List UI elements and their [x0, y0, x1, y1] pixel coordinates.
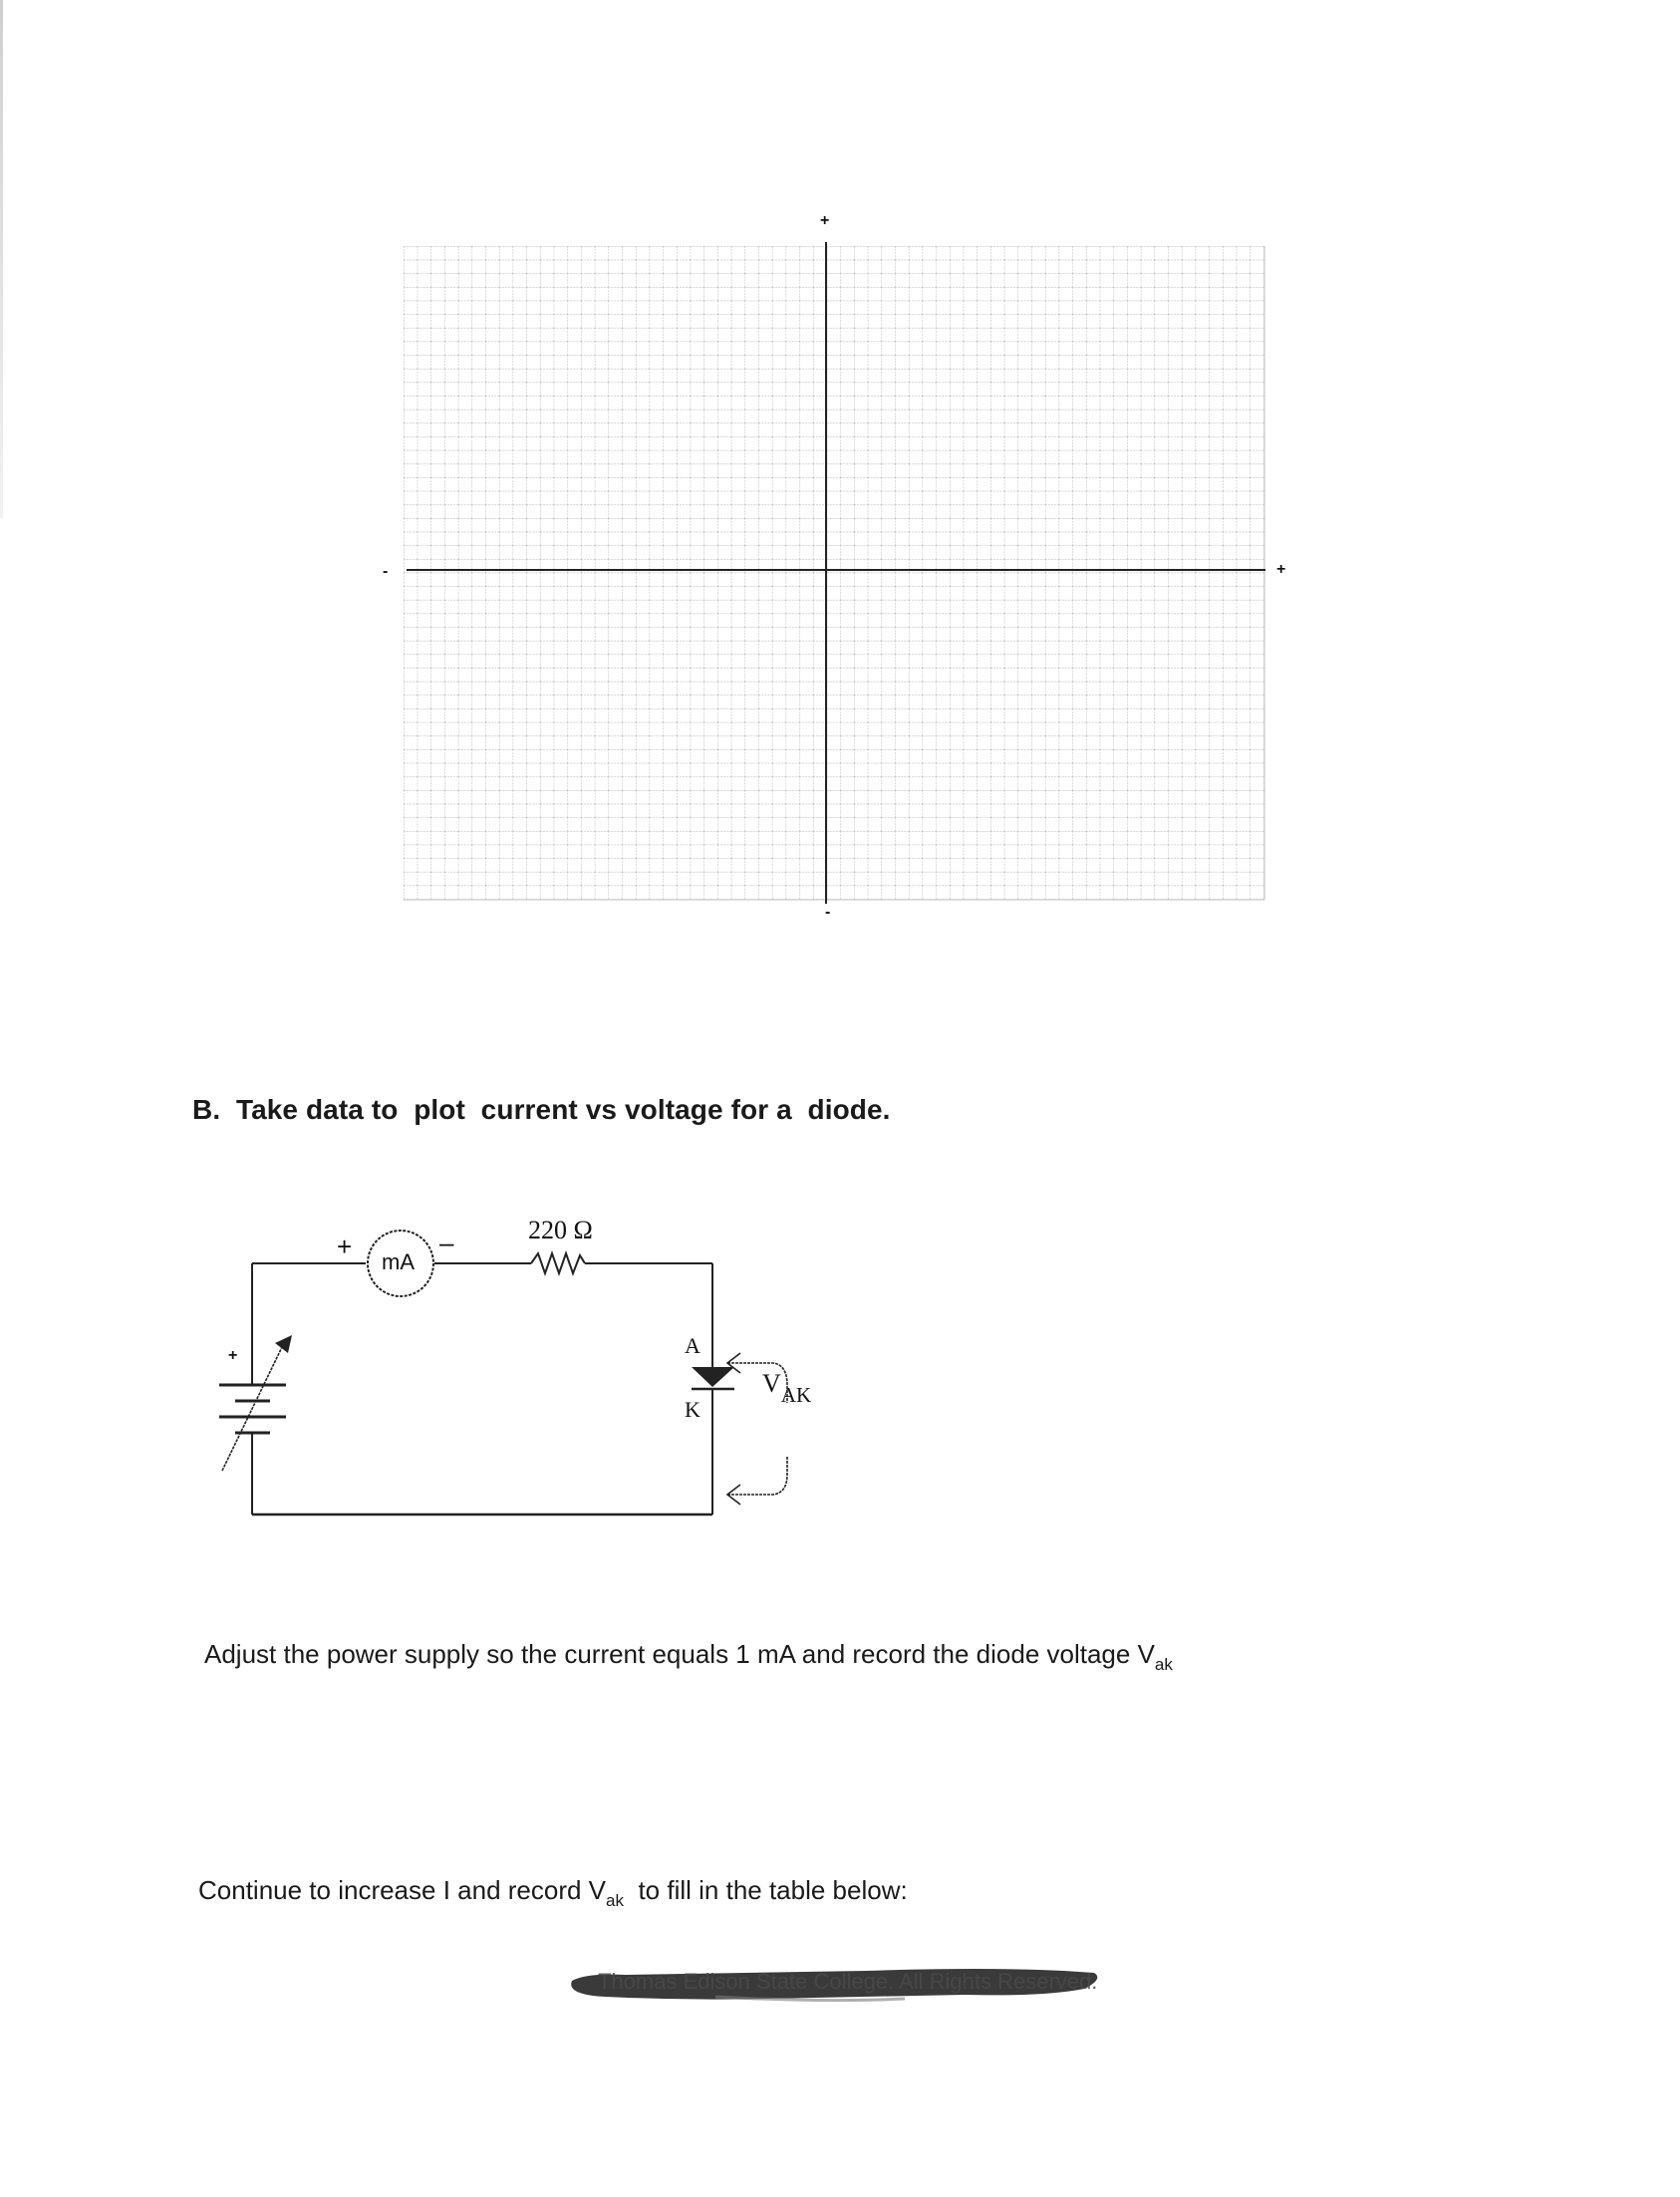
- resistor-value-label: 220 Ω: [528, 1216, 593, 1244]
- blank-iv-graph: [0, 0, 1680, 957]
- vak-label-sub: AK: [780, 1383, 812, 1407]
- x-axis-positive-label: +: [1276, 561, 1286, 578]
- vak-label: [762, 1369, 812, 1407]
- instruction-step-1: [204, 1639, 1173, 1675]
- diode-cathode-label: K: [685, 1397, 700, 1422]
- y-axis-negative-label: -: [825, 904, 831, 921]
- instruction-step-2-subscript: ak: [606, 1891, 624, 1910]
- diode-anode-label: A: [685, 1333, 700, 1358]
- section-b-heading: B. Take data to plot current vs voltage for a diode.: [192, 1094, 891, 1125]
- ammeter-plus-label: +: [337, 1232, 353, 1261]
- instruction-step-2-text-after: to fill in the table below:: [624, 1875, 908, 1905]
- supply-plus-label: +: [228, 1347, 238, 1364]
- instruction-step-1-text: Adjust the power supply so the current equals 1 mA and record the diode voltage V: [204, 1639, 1155, 1669]
- redacted-copyright-text: Thomas Edison State College. All Rights Reserved.: [598, 1969, 1098, 1994]
- y-axis-positive-label: +: [820, 212, 830, 229]
- ammeter-label: mA: [382, 1249, 415, 1274]
- ammeter-minus-label: –: [439, 1228, 454, 1257]
- x-axis-negative-label: -: [383, 563, 389, 580]
- instruction-step-1-subscript: ak: [1154, 1655, 1173, 1674]
- instruction-step-2: [198, 1875, 908, 1911]
- instruction-step-2-text: Continue to increase I and record V: [198, 1875, 607, 1905]
- vak-label-main: V: [762, 1369, 781, 1398]
- diode-circuit-diagram: [0, 1176, 897, 1534]
- graph-grid: [0, 0, 1680, 957]
